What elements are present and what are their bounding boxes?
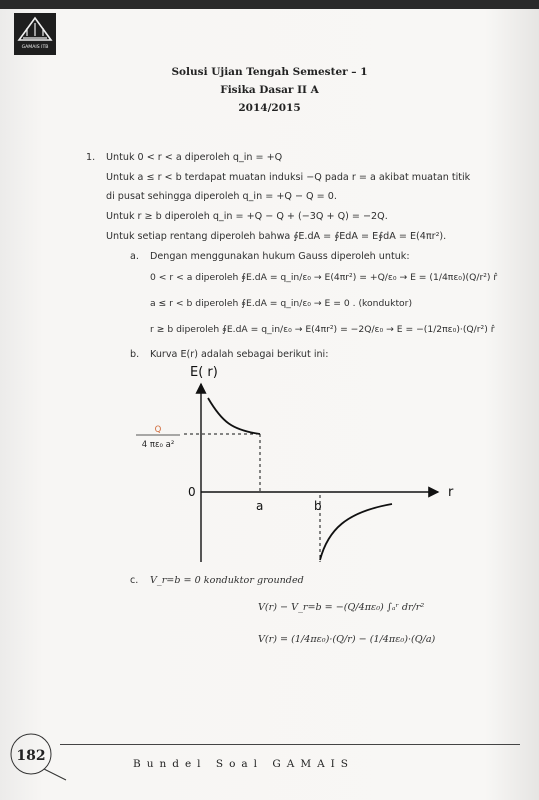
footer-text: Bundel Soal GAMAIS (133, 758, 354, 770)
part-c-equation-1: V(r) − V_r=b = −(Q/4πε₀) ∫ₐʳ dr/r² (258, 602, 425, 613)
x-axis-label: r (448, 485, 454, 500)
tick-label-a: a (256, 499, 264, 513)
part-b-label: b. (130, 349, 140, 360)
footer-rule (60, 744, 520, 745)
level-label-denominator: 4 πε₀ a² (141, 440, 175, 450)
part-b-intro: Kurva E(r) adalah sebagai berikut ini: (150, 349, 329, 360)
top-edge-bar (0, 0, 539, 9)
part-a-intro: Dengan menggunakan hukum Gauss diperoleh untuk: (150, 251, 410, 262)
origin-label: 0 (188, 485, 196, 499)
academic-year: 2014/2015 (238, 102, 301, 114)
field-curve-outer (320, 504, 392, 560)
part-c-line-1: V_r=b = 0 konduktor grounded (150, 575, 304, 586)
y-axis-label: E( r) (190, 365, 218, 380)
part-c-label: c. (130, 575, 139, 586)
field-curve-inner (208, 398, 260, 434)
problem-line-1: Untuk 0 < r < a diperoleh q_in = +Q (106, 152, 283, 163)
electric-field-graph (141, 362, 470, 572)
document-title: Solusi Ujian Tengah Semester – 1 (171, 66, 368, 78)
problem-line-2: Untuk a ≤ r < b terdapat muatan induksi −Q pada r = a akibat muatan titik (106, 172, 471, 183)
part-a-label: a. (130, 251, 139, 262)
part-a-equation-2: a ≤ r < b diperoleh ∮E.dA = q_in/ε₀ → E = 0 . (konduktor) (150, 298, 413, 309)
level-label-numerator: Q (154, 425, 162, 435)
logo-text: GAMAIS ITB (21, 45, 49, 50)
gamais-logo (13, 12, 57, 56)
course-name: Fisika Dasar II A (220, 84, 319, 96)
page-number-badge (4, 722, 84, 782)
tick-label-b: b (314, 499, 322, 513)
part-a-equation-3: r ≥ b diperoleh ∮E.dA = q_in/ε₀ → E(4πr²) = −2Q/ε₀ → E = −(1/2πε₀)·(Q/r²) r̂ (150, 324, 495, 335)
problem-line-3: di pusat sehingga diperoleh q_in = +Q − Q = 0. (106, 191, 337, 202)
part-a-equation-1: 0 < r < a diperoleh ∮E.dA = q_in/ε₀ → E(4πr²) = +Q/ε₀ → E = (1/4πε₀)(Q/r²) r̂ (150, 272, 498, 283)
page-number: 182 (16, 748, 46, 764)
part-c-equation-2: V(r) = (1/4πε₀)·(Q/r) − (1/4πε₀)·(Q/a) (258, 634, 436, 645)
problem-number: 1. (86, 152, 96, 163)
problem-line-5: Untuk setiap rentang diperoleh bahwa ∮E.dA = ∮EdA = E∮dA = E(4πr²). (106, 231, 447, 242)
problem-line-4: Untuk r ≥ b diperoleh q_in = +Q − Q + (−3Q + Q) = −2Q. (106, 211, 388, 222)
